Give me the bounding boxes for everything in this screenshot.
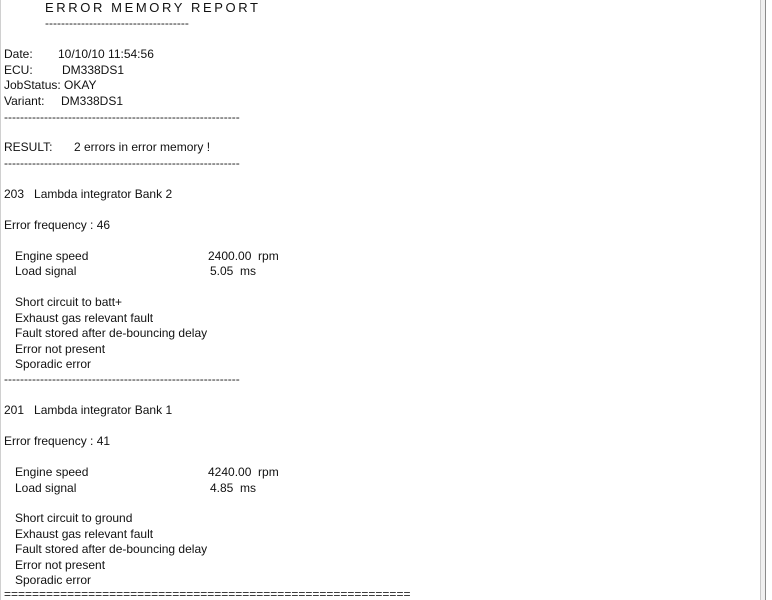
- separator: -----------------------------------------------------------: [4, 110, 240, 124]
- error-detail: Short circuit to ground: [15, 511, 133, 525]
- param-value: 4.85 ms: [210, 481, 257, 495]
- param-value: 2400.00 rpm: [208, 249, 279, 263]
- param-name: Engine speed: [15, 249, 89, 263]
- error-detail: Exhaust gas relevant fault: [15, 311, 154, 325]
- param-value: 5.05 ms: [210, 264, 257, 278]
- error-detail: Sporadic error: [15, 357, 92, 371]
- param-value: 4240.00 rpm: [208, 465, 279, 479]
- end-separator: ==========================================================: [4, 587, 411, 600]
- error-code-line: 203 Lambda integrator Bank 2: [4, 187, 173, 201]
- error-frequency: Error frequency : 46: [4, 218, 111, 232]
- error-detail: Short circuit to batt+: [15, 295, 123, 309]
- separator: -----------------------------------------------------------: [4, 156, 240, 170]
- param-name: Load signal: [15, 481, 77, 495]
- date-value: 10/10/10 11:54:56: [58, 47, 154, 61]
- error-detail: Fault stored after de-bouncing delay: [15, 542, 208, 556]
- window-edge: [760, 0, 765, 600]
- error-frequency: Error frequency : 41: [4, 434, 111, 448]
- variant-value: DM338DS1: [61, 94, 124, 108]
- error-code-line: 201 Lambda integrator Bank 1: [4, 403, 173, 417]
- date-label: Date:: [4, 47, 33, 61]
- ecu-label: ECU:: [4, 63, 33, 77]
- title-underline: ------------------------------------: [45, 16, 189, 30]
- ecu-value: DM338DS1: [62, 63, 125, 77]
- variant-label: Variant:: [4, 94, 45, 108]
- result-label: RESULT:: [4, 140, 53, 154]
- error-detail: Exhaust gas relevant fault: [15, 527, 154, 541]
- error-detail: Fault stored after de-bouncing delay: [15, 326, 208, 340]
- job-status: JobStatus: OKAY: [4, 78, 97, 92]
- error-detail: Sporadic error: [15, 573, 92, 587]
- error-detail: Error not present: [15, 558, 106, 572]
- report-title: ERROR MEMORY REPORT: [45, 0, 261, 15]
- separator: -----------------------------------------------------------: [4, 372, 240, 386]
- result-text: 2 errors in error memory !: [74, 140, 211, 154]
- param-name: Load signal: [15, 264, 77, 278]
- error-detail: Error not present: [15, 342, 106, 356]
- param-name: Engine speed: [15, 465, 89, 479]
